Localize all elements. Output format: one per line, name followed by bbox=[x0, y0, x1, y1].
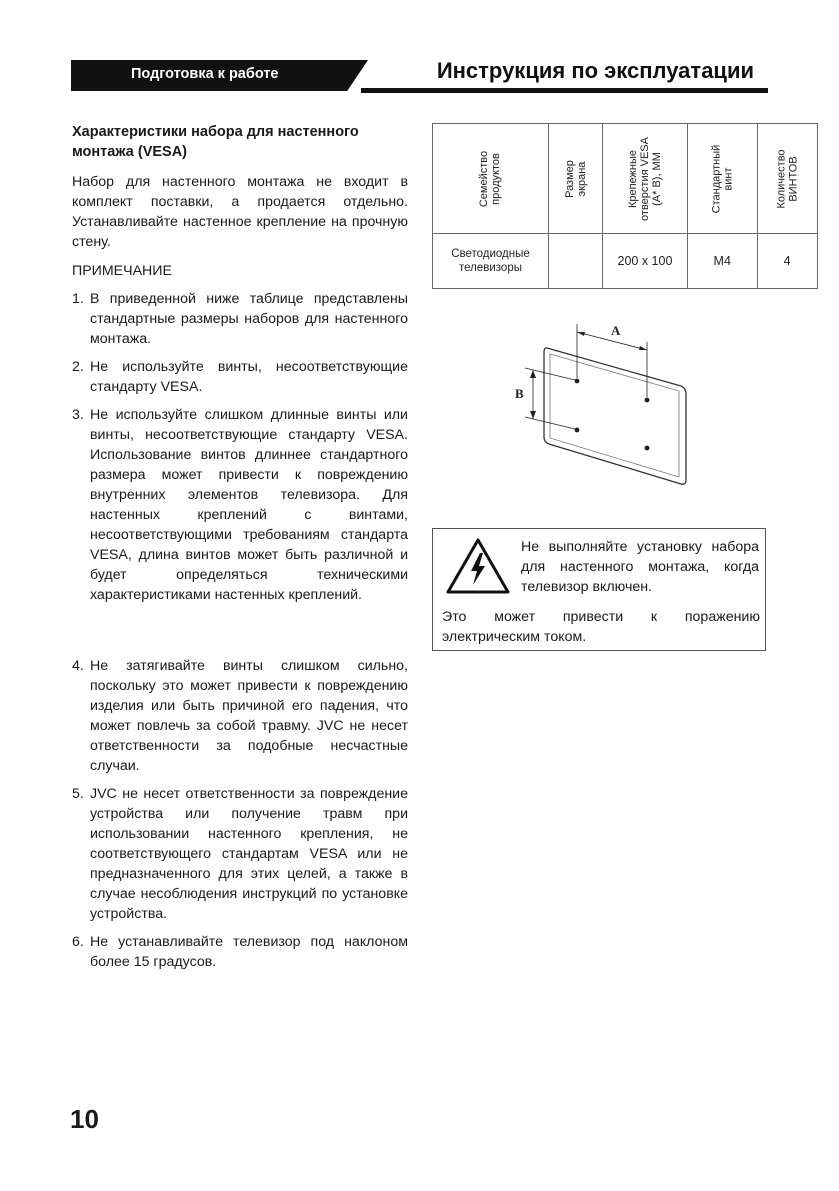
notes-list bbox=[72, 289, 408, 972]
warning-text: Не выполняйте установку набора для настенного монтажа, когда телевизор включен. bbox=[521, 539, 759, 595]
cell-holes: 200 x 100 bbox=[603, 234, 688, 289]
tv-panel-outline bbox=[544, 348, 686, 484]
note-label: ПРИМЕЧАНИЕ bbox=[72, 263, 172, 279]
header-family: Семейство продуктов bbox=[433, 124, 549, 234]
mount-hole bbox=[645, 398, 650, 403]
electric-hazard-icon bbox=[445, 537, 511, 595]
dim-a-label: A bbox=[611, 323, 621, 338]
warning-consequence: Это может привести к поражению электрическим током. bbox=[442, 609, 760, 645]
page-header bbox=[71, 60, 768, 95]
dim-b-arrow bbox=[530, 411, 536, 419]
intro-paragraph: Набор для настенного монтажа не входит в комплект поставки, а продается отдельно. Устанавливайте настенное крепление на прочную стену. bbox=[72, 174, 408, 250]
vesa-spec-table bbox=[432, 123, 818, 289]
dim-b-label: B bbox=[515, 386, 524, 401]
cell-qty: 4 bbox=[757, 234, 817, 289]
header-screw: Стандартный винт bbox=[687, 124, 757, 234]
document-title: Инструкция по эксплуатации bbox=[436, 58, 754, 83]
section-heading: Характеристики набора для настенного монтажа (VESA) bbox=[72, 124, 359, 160]
list-item: 5. JVC не несет ответственности за повреждение устройства или получение травм при использовании настенного крепления, не соответствующего стандартам VESA или не предназначенного для этих целей, а также в случае несоблюдения инструкций по установке устройства. bbox=[72, 786, 408, 922]
mount-hole bbox=[575, 379, 580, 384]
cell-size bbox=[549, 234, 603, 289]
header-size: Размер экрана bbox=[549, 124, 603, 234]
section-label: Подготовка к работе bbox=[131, 66, 279, 82]
header-qty: Количество ВИНТОВ bbox=[757, 124, 817, 234]
cell-family: Светодиодные телевизоры bbox=[433, 234, 549, 289]
main-column bbox=[72, 122, 408, 980]
mount-hole bbox=[575, 428, 580, 433]
list-item: 2. Не используйте винты, несоответствующие стандарту VESA. bbox=[72, 359, 408, 395]
dim-a-arrow bbox=[577, 332, 585, 336]
vesa-diagram bbox=[505, 320, 695, 488]
warning-box bbox=[432, 528, 766, 651]
header-holes: Крепежные отверстия VESA (A* B), MM bbox=[603, 124, 688, 234]
list-item: 3. Не используйте слишком длинные винты или винты, несоответствующие стандарту VESA. Использование винтов длиннее стандартного размера может привести к повреждению внутренних элементов телевизора. Для настенных креплений с винтами, несоответствующими требованиям стандарта VESA, длина винтов может быть различной и будет определяться техническими характеристиками настенных креплений. bbox=[72, 407, 408, 603]
header-rule bbox=[361, 88, 768, 93]
list-item: 4. Не затягивайте винты слишком сильно, поскольку это может привести к повреждению изделия или быть причиной его падения, что может повлечь за собой травму. JVC не несет ответственности за подобные несчастные случаи. bbox=[72, 658, 408, 774]
list-item: 6. Не устанавливайте телевизор под наклоном более 15 градусов. bbox=[72, 934, 408, 970]
table-row bbox=[433, 234, 818, 289]
page-number: 10 bbox=[70, 1104, 99, 1134]
dim-b-arrow bbox=[530, 370, 536, 378]
list-item: 1. В приведенной ниже таблице представлены стандартные размеры наборов для настенного монтажа. bbox=[72, 291, 408, 347]
dim-a-arrow bbox=[639, 346, 647, 350]
mount-hole bbox=[645, 446, 650, 451]
cell-screw: M4 bbox=[687, 234, 757, 289]
